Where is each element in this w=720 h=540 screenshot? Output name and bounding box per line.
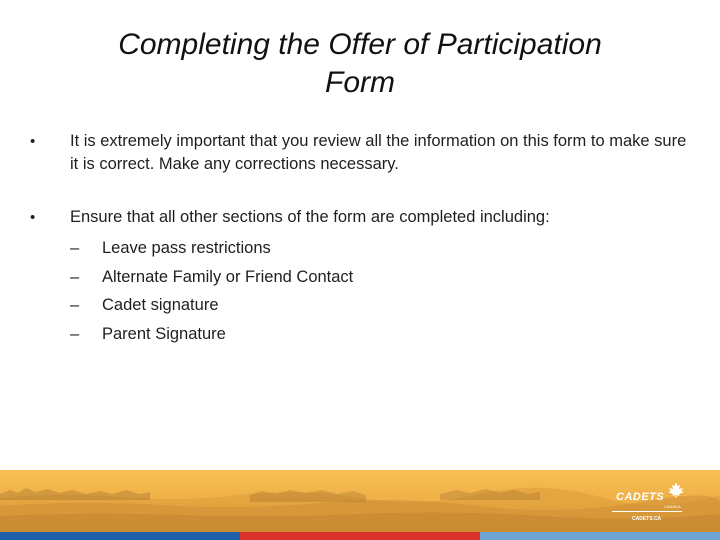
title-line-1: Completing the Offer of Participation: [118, 28, 602, 61]
dash-mark: –: [70, 267, 80, 286]
bullet-dot: •: [30, 209, 36, 226]
sub-item-text: Cadet signature: [102, 296, 219, 314]
cadets-logo: [612, 480, 690, 526]
logo-url: CADETS.CA: [632, 516, 662, 522]
title-line-2: Form: [325, 66, 395, 99]
sub-item: [70, 234, 690, 263]
sub-item-text: Leave pass restrictions: [102, 239, 271, 257]
maple-leaf-icon: [668, 482, 684, 498]
bullet-list: [30, 130, 690, 348]
bullet-dot: •: [30, 133, 36, 150]
sub-item-text: Parent Signature: [102, 324, 226, 343]
footer-color-stripes: [0, 532, 720, 540]
slide-title: [0, 26, 720, 102]
sub-item: [70, 320, 690, 349]
bullet-item: [30, 130, 690, 176]
logo-subtitle: CANADA: [664, 504, 681, 509]
sub-item: [70, 291, 690, 320]
sub-list: [70, 234, 690, 348]
bullet-item: [30, 206, 690, 348]
logo-wordmark: CADETS: [616, 491, 665, 503]
stripe-blue: [0, 532, 240, 540]
bullet-text: It is extremely important that you review all the information on this form to make sure it is correct. Make any corrections necessary.: [70, 132, 687, 173]
sub-item-text: Alternate Family or Friend Contact: [102, 267, 354, 286]
dash-mark: –: [70, 324, 80, 343]
dash-mark: –: [70, 239, 80, 257]
sub-item: [70, 263, 690, 292]
stripe-light-blue: [480, 532, 720, 540]
stripe-red: [240, 532, 480, 540]
bullet-text: Ensure that all other sections of the form are completed including:: [70, 208, 550, 226]
dash-mark: –: [70, 296, 80, 314]
